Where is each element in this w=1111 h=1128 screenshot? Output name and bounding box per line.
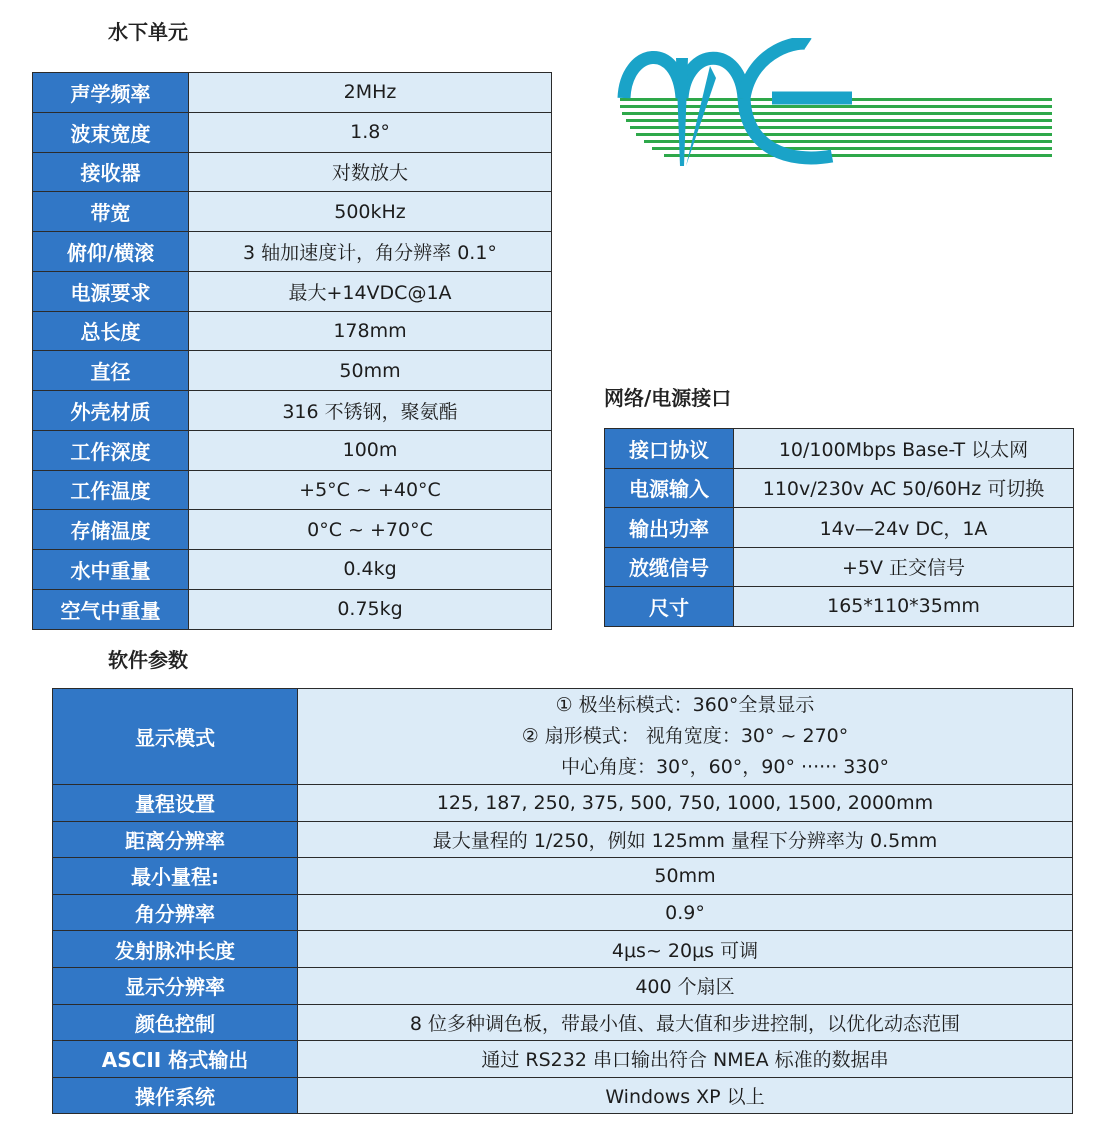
underwater-unit-title: 水下单元	[108, 20, 188, 44]
spec-key: 显示模式	[53, 689, 298, 785]
table-row	[53, 785, 1073, 822]
spec-value: 最大+14VDC@1A	[189, 271, 552, 311]
spec-value: 0.75kg	[189, 589, 552, 629]
table-row	[33, 391, 552, 431]
table-row	[605, 587, 1074, 627]
spec-value: 最大量程的 1/250，例如 125mm 量程下分辨率为 0.5mm	[298, 821, 1073, 858]
spec-key: 总长度	[33, 311, 189, 351]
table-row	[605, 508, 1074, 548]
spec-key: 电源要求	[33, 271, 189, 311]
table-row	[33, 510, 552, 550]
spec-key: 量程设置	[53, 785, 298, 822]
table-row	[53, 1004, 1073, 1041]
spec-key: 存储温度	[33, 510, 189, 550]
table-row	[33, 550, 552, 590]
spec-value: 0°C ~ +70°C	[189, 510, 552, 550]
table-row	[53, 894, 1073, 931]
spec-value: 165*110*35mm	[734, 587, 1074, 627]
table-row	[53, 1041, 1073, 1078]
spec-key: 工作深度	[33, 430, 189, 470]
table-row	[605, 547, 1074, 587]
spec-key: 接口协议	[605, 429, 734, 469]
table-row	[605, 468, 1074, 508]
spec-key: 波束宽度	[33, 112, 189, 152]
spec-key: 最小量程:	[53, 858, 298, 895]
spec-value: 通过 RS232 串口输出符合 NMEA 标准的数据串	[298, 1041, 1073, 1078]
spec-key: 发射脉冲长度	[53, 931, 298, 968]
company-logo	[612, 38, 1056, 166]
spec-key: 俯仰/横滚	[33, 232, 189, 272]
table-row	[53, 1077, 1073, 1114]
spec-key: ASCII 格式输出	[53, 1041, 298, 1078]
table-row	[53, 931, 1073, 968]
table-row	[53, 689, 1073, 785]
table-row	[33, 311, 552, 351]
spec-value: 4μs~ 20μs 可调	[298, 931, 1073, 968]
table-row	[53, 967, 1073, 1004]
table-row	[33, 470, 552, 510]
network-power-title: 网络/电源接口	[604, 386, 732, 410]
spec-value: 3 轴加速度计，角分辨率 0.1°	[189, 232, 552, 272]
spec-value: +5V 正交信号	[734, 547, 1074, 587]
spec-value: Windows XP 以上	[298, 1077, 1073, 1114]
spec-key: 操作系统	[53, 1077, 298, 1114]
spec-key: 声学频率	[33, 73, 189, 113]
spec-key: 角分辨率	[53, 894, 298, 931]
underwater-unit-table	[32, 72, 552, 630]
spec-key: 电源输入	[605, 468, 734, 508]
spec-value: 10/100Mbps Base-T 以太网	[734, 429, 1074, 469]
table-row	[33, 112, 552, 152]
table-row	[33, 73, 552, 113]
spec-value: 500kHz	[189, 192, 552, 232]
spec-key: 距离分辨率	[53, 821, 298, 858]
table-row	[33, 232, 552, 272]
spec-key: 直径	[33, 351, 189, 391]
spec-value: 50mm	[298, 858, 1073, 895]
spec-value: 14v—24v DC，1A	[734, 508, 1074, 548]
spec-key: 颜色控制	[53, 1004, 298, 1041]
display-mode-line-1: ① 极坐标模式：360°全景显示	[555, 694, 815, 716]
table-row	[33, 192, 552, 232]
display-mode-line-3: 中心角度：30°，60°，90° ······ 330°	[560, 756, 890, 778]
table-row	[53, 858, 1073, 895]
spec-value: +5°C ~ +40°C	[189, 470, 552, 510]
table-row	[33, 152, 552, 192]
spec-value: 1.8°	[189, 112, 552, 152]
spec-value: 125, 187, 250, 375, 500, 750, 1000, 1500, 2000mm	[298, 785, 1073, 822]
spec-key: 放缆信号	[605, 547, 734, 587]
table-row	[33, 271, 552, 311]
spec-key: 输出功率	[605, 508, 734, 548]
spec-key: 显示分辨率	[53, 967, 298, 1004]
display-mode-line-2: ② 扇形模式： 视角宽度：30° ~ 270°	[521, 725, 849, 747]
spec-key: 水中重量	[33, 550, 189, 590]
network-power-table	[604, 428, 1074, 627]
spec-value: 400 个扇区	[298, 967, 1073, 1004]
spec-value: 100m	[189, 430, 552, 470]
spec-value: 50mm	[189, 351, 552, 391]
table-row	[33, 351, 552, 391]
table-row	[33, 430, 552, 470]
spec-key: 外壳材质	[33, 391, 189, 431]
spec-value: 316 不锈钢，聚氨酯	[189, 391, 552, 431]
table-row	[605, 429, 1074, 469]
spec-key: 工作温度	[33, 470, 189, 510]
table-row	[33, 589, 552, 629]
spec-key: 空气中重量	[33, 589, 189, 629]
spec-value: 8 位多种调色板，带最小值、最大值和步进控制，以优化动态范围	[298, 1004, 1073, 1041]
spec-value: 178mm	[189, 311, 552, 351]
spec-value: 对数放大	[189, 152, 552, 192]
spec-value: 2MHz	[189, 73, 552, 113]
software-table	[52, 688, 1073, 1114]
spec-value: 0.4kg	[189, 550, 552, 590]
spec-key: 尺寸	[605, 587, 734, 627]
spec-value: 110v/230v AC 50/60Hz 可切换	[734, 468, 1074, 508]
spec-value: 0.9°	[298, 894, 1073, 931]
software-title: 软件参数	[108, 648, 188, 672]
spec-key: 带宽	[33, 192, 189, 232]
spec-key: 接收器	[33, 152, 189, 192]
display-mode-value	[298, 689, 1073, 785]
table-row	[53, 821, 1073, 858]
